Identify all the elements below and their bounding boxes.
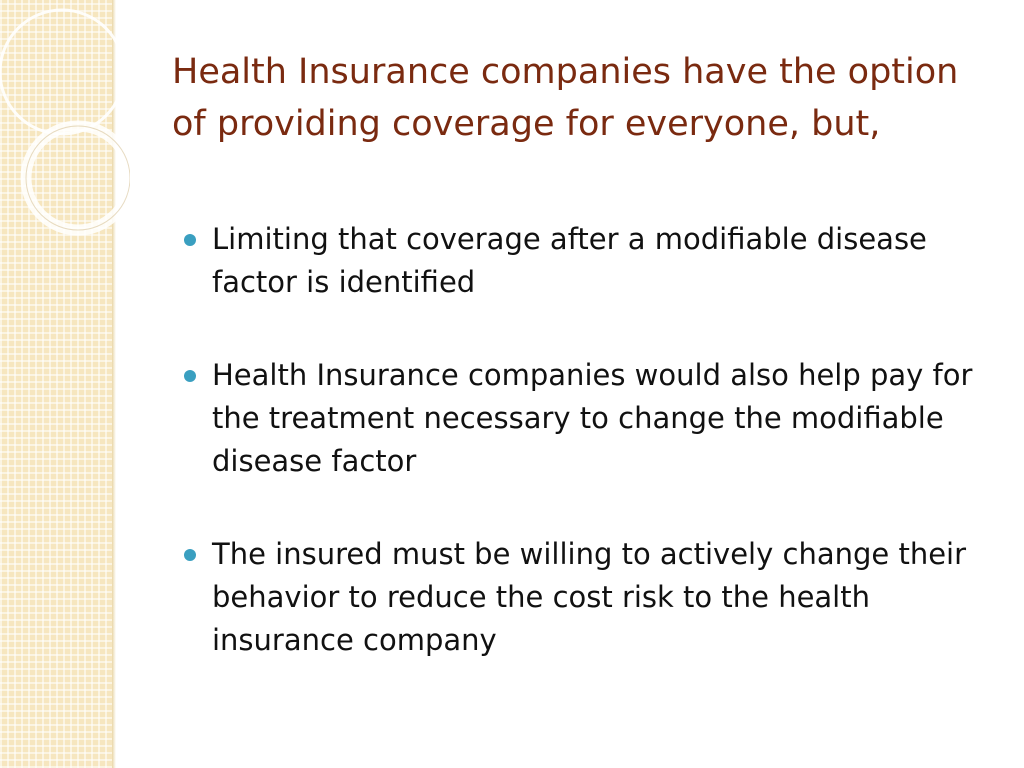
bullet-dot-icon: [184, 234, 196, 246]
bullet-dot-icon: [184, 549, 196, 561]
bullet-text-1: Limiting that coverage after a modifiable disease factor is identified: [212, 222, 927, 299]
side-panel-edge: [112, 0, 116, 768]
side-pattern-panel: [0, 0, 112, 768]
bullet-list: [184, 218, 984, 712]
bullet-text-3: The insured must be willing to actively change their behavior to reduce the cost risk to the health insurance company: [212, 537, 967, 657]
bullet-text-2: Health Insurance companies would also help pay for the treatment necessary to change the modifiable disease factor: [212, 358, 973, 478]
bullet-item-2: [184, 354, 984, 483]
slide-title: Health Insurance companies have the option of providing coverage for everyone, but,: [172, 52, 959, 144]
bullet-dot-icon: [184, 370, 196, 382]
bullet-item-3: [184, 533, 984, 662]
bullet-item-1: [184, 218, 984, 304]
